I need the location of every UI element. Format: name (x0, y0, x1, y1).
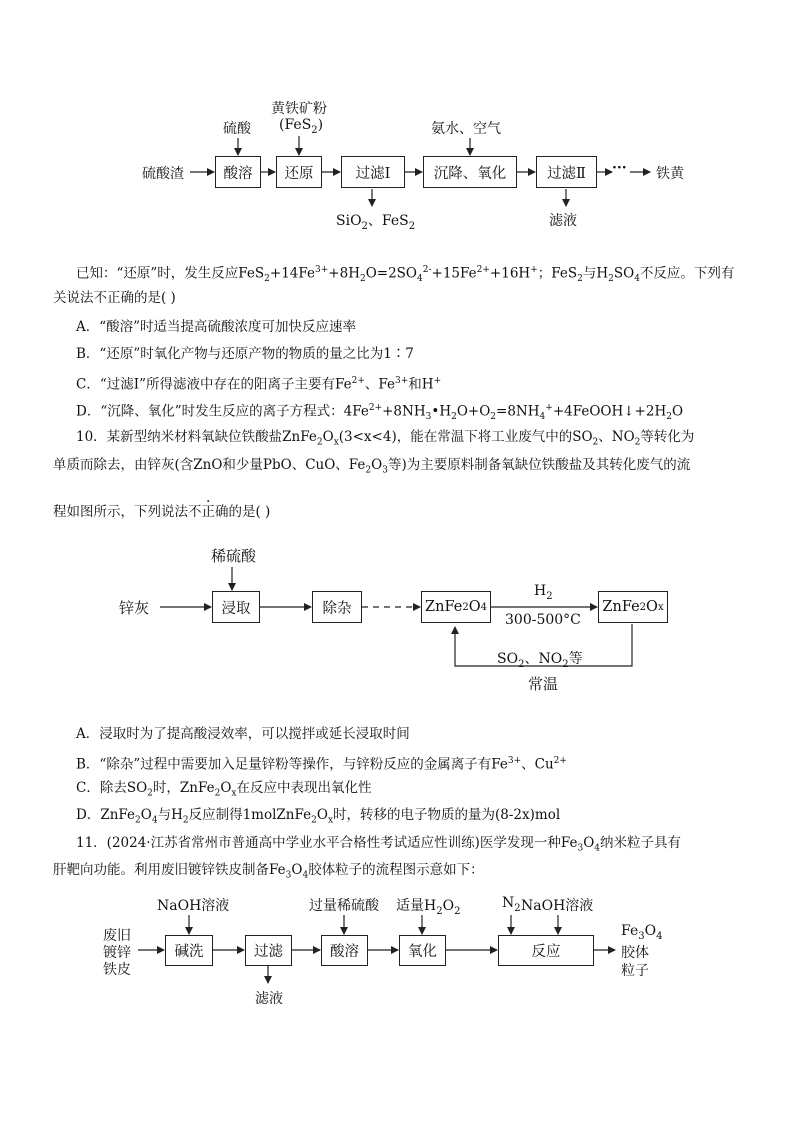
d1-product-label: 铁黄 (656, 166, 684, 182)
d3-naoh2-label: NaOH溶液 (521, 898, 594, 914)
d3-feed-line2: 镀锌 (103, 945, 131, 961)
d1-box-filter-1: 过滤Ⅰ (341, 156, 405, 188)
q9-option-c: C．“过滤Ⅰ”所得滤液中存在的阳离子主要有$Fe^{2+}$、$Fe^{3+}$和H+ (76, 376, 442, 393)
q10-stem-line3 (53, 503, 270, 521)
q9-option-a: A．“酸溶”时适当提高硫酸浓度可加快反应速率 (76, 319, 357, 335)
d1-box-acid-dissolve: 酸溶 (215, 156, 261, 188)
d2-box-leach: 浸取 (212, 591, 260, 623)
d1-pyrite-formula: (FeS$_2$) (279, 117, 324, 136)
d3-acid-label: 过量稀硫酸 (309, 898, 379, 914)
d2-gas-label: $SO_2$、$NO_2$等 (497, 651, 583, 670)
d3-product-line1: $Fe_3O_4$ (621, 923, 663, 942)
q9-known-line2: 关说法不正确的是( ) (53, 290, 176, 306)
d1-box-settle-oxidize: 沉降、氧化 (423, 156, 517, 188)
d3-product-line3: 粒子 (621, 963, 649, 979)
q10-stem-part3: 的是( ) (228, 504, 271, 520)
d1-box-reduce: 还原 (276, 156, 322, 188)
q11-stem-line2: 肝靶向功能。利用废旧镀锌铁皮制备$Fe_3O_4$胶体粒子的流程图示意如下： (53, 862, 484, 881)
d3-product-line2: 胶体 (621, 945, 649, 961)
d3-n2-label: $N_2$ (502, 895, 521, 914)
d2-box-purify: 除杂 (312, 591, 362, 623)
d3-out-label: 滤液 (255, 991, 283, 1007)
q9-option-b: B．“还原”时氧化产物与还原产物的物质的量之比为1∶7 (76, 346, 414, 362)
q10-option-a: A．浸取时为了提高酸浸效率，可以搅拌或延长浸取时间 (76, 726, 410, 742)
d3-box-oxidize: 氧化 (399, 935, 446, 966)
q10-option-c: C．除去$SO_2$时，$ZnFe_2O_x$在反应中表现出氧化性 (76, 780, 372, 799)
d1-box-filter-2: 过滤Ⅱ (536, 156, 597, 188)
d2-acid-label: 稀硫酸 (211, 547, 257, 565)
q9-option-d: D．“沉降、氧化”时发生反应的离子方程式：$4Fe^{2+}+8NH_3•H_2O+O_2=8NH_4^++4FeOOH↓+2H_2O$ (76, 403, 684, 423)
d1-ammonia-label: 氨水、空气 (431, 121, 501, 137)
d2-cond-label: 常温 (528, 675, 559, 693)
q10-option-d: D．$ZnFe_2O_4$与$H_2$反应制得$1molZnFe_2O_x$时，转移的电子物质的量为(8-2x)mol (76, 807, 561, 826)
d1-pyrite-label: 黄铁矿粉 (271, 101, 327, 117)
d2-temp-label: 300-500°C (505, 612, 581, 628)
q11-stem-line1: 11．(2024·江苏省常州市普通高中学业水平合格性考试适应性训练)医学发现一种$Fe_3O_4$纳米粒子具有 (76, 835, 682, 854)
d3-feed-line1: 废旧 (103, 928, 131, 944)
d3-box-filter: 过滤 (245, 935, 292, 966)
d2-box-znfe2o4: ZnFe 2 O 4 (421, 591, 491, 623)
q9-known-line1: 已知：“还原”时，发生反应$FeS_2+14Fe^{3+}+8H_2O=2SO_4^{2-}+15Fe^{2+}+16H^+$；FeS$_2$与$H_2SO_4$不反应。下列有 (76, 265, 735, 285)
d2-h2-label: $H_2$ (534, 583, 553, 602)
q10-stem-part1: 程如图所示，下列说法 (53, 504, 188, 520)
q10-stem-line2: 单质而除去，由锌灰(含ZnO和少量PbO、CuO、$Fe_2O_3$等)为主要原料制备氧缺位铁酸盐及其转化废气的流 (53, 457, 691, 476)
q10-emphasis: 不正确 (188, 504, 229, 520)
d1-dots: ··· (612, 160, 627, 176)
q10-option-b: B．“除杂”过程中需要加入足量锌粉等操作，与锌粉反应的金属离子有$Fe^{3+}$、$Cu^{2+}$ (76, 756, 567, 773)
d2-feed-label: 锌灰 (119, 599, 150, 617)
d1-feed-label: 硫酸渣 (142, 166, 184, 182)
d1-out2-label: 滤液 (549, 213, 577, 229)
d3-box-alkali-wash: 碱洗 (165, 935, 213, 966)
d3-h2o2-label: 适量$H_2O_2$ (396, 898, 461, 917)
d2-box-znfe2ox: ZnFe 2 O x (598, 591, 668, 623)
d3-naoh1-label: NaOH溶液 (157, 898, 230, 914)
d1-out1-label: SiO$_2$、FeS$_2$ (336, 213, 416, 232)
d3-box-acid-dissolve: 酸溶 (321, 935, 368, 966)
d3-feed-line3: 铁皮 (103, 962, 131, 978)
d3-box-react: 反应 (498, 935, 594, 966)
d1-acid-label: 硫酸 (223, 121, 251, 137)
q10-stem-line1: 10．某新型纳米材料氧缺位铁酸盐$ZnFe_2O_x(3<x<4)$，能在常温下将工业废气中的$SO_2$、$NO_2$等转化为 (76, 429, 695, 448)
